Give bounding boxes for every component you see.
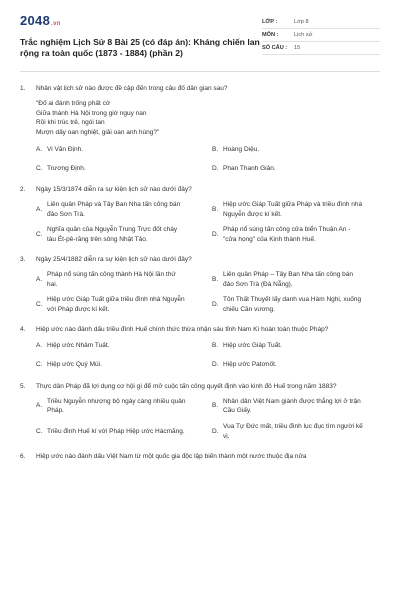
question-text: Ngày 15/3/1874 diễn ra sự kiện lịch sử nào dưới đây? <box>36 185 192 193</box>
answer-option[interactable] <box>36 397 204 417</box>
option-text: Hiệp ước Giáp Tuất giữa triều đình nhà Nguyễn với Pháp được kí kết. <box>47 296 185 314</box>
option-text: Phan Thanh Giản. <box>223 164 276 172</box>
meta-label: LỚP : <box>262 19 278 25</box>
option-letter: D. <box>212 231 219 239</box>
answer-option[interactable] <box>36 295 204 315</box>
answer-options <box>36 200 380 245</box>
meta-row-count <box>262 42 380 55</box>
option-text: Hiệp ước Giáp Tuất giữa Pháp và triều đình nhà Nguyễn được kí kết. <box>223 200 363 218</box>
option-text: Hiệp ước Patơnốt. <box>223 361 277 369</box>
logo-text: 2048 <box>20 13 51 28</box>
answer-option[interactable] <box>36 422 204 442</box>
question-stem <box>20 185 380 195</box>
meta-label: SỐ CÂU : <box>262 45 288 51</box>
answer-option[interactable] <box>212 295 380 315</box>
option-text: Liên quân Pháp và Tây Ban Nha tấn công bán đảo Sơn Trà. <box>47 200 181 218</box>
question-quote <box>36 99 380 138</box>
answer-option[interactable] <box>212 359 380 372</box>
answer-options <box>36 270 380 315</box>
option-letter: A. <box>36 342 43 350</box>
question-item <box>20 185 380 245</box>
option-letter: B. <box>212 275 219 283</box>
answer-option[interactable] <box>36 340 204 353</box>
option-text: Triều đình Huế kí với Pháp Hiệp ước Hácmăng. <box>47 428 185 436</box>
quote-line: Mượn dây oan nghiệt, giải oan anh hùng?" <box>36 129 160 137</box>
answer-option[interactable] <box>212 162 380 175</box>
meta-row-subject <box>262 29 380 42</box>
option-letter: A. <box>36 205 43 213</box>
option-text: Vua Tự Đức mất, triều đình lục đục tìm người kế vị. <box>223 423 363 440</box>
question-number: 4. <box>20 325 26 333</box>
option-text: Hoàng Diệu. <box>223 145 260 153</box>
option-letter: C. <box>36 301 43 309</box>
option-text: Trương Định. <box>47 164 86 172</box>
question-number: 5. <box>20 382 26 390</box>
question-item <box>20 382 380 442</box>
answer-option[interactable] <box>212 340 380 353</box>
question-stem <box>20 452 380 462</box>
option-text: Hiệp ước Quý Mùi. <box>47 361 102 369</box>
option-letter: D. <box>212 428 219 436</box>
option-text: Tôn Thất Thuyết lấy danh vua Hàm Nghi, xuống chiếu Cần vương. <box>223 296 362 314</box>
quote-line: Giữa thành Hà Nội trong giờ nguy nan <box>36 109 147 117</box>
meta-row-class <box>262 16 380 29</box>
option-letter: A. <box>36 145 43 153</box>
question-list <box>20 72 380 462</box>
option-text: Liên quân Pháp – Tây Ban Nha tấn công bán đảo Sơn Trà (Đà Nẵng). <box>223 270 353 288</box>
option-letter: A. <box>36 402 43 410</box>
question-item <box>20 84 380 175</box>
option-text: Vi Văn Định. <box>47 145 84 153</box>
question-stem <box>20 255 380 265</box>
meta-label: MÔN : <box>262 32 279 38</box>
answer-option[interactable] <box>36 143 204 156</box>
answer-option[interactable] <box>212 422 380 442</box>
quote-line: Rồi khi trúc trẻ, ngói tan <box>36 119 105 127</box>
question-stem <box>20 325 380 335</box>
meta-value: Lịch sử <box>294 32 313 38</box>
question-text: Nhân vật lịch sử nào được đề cập đến trong câu đố dân gian sau? <box>36 85 228 92</box>
option-letter: D. <box>212 361 219 369</box>
header-left <box>20 14 260 59</box>
option-letter: C. <box>36 361 43 369</box>
answer-option[interactable] <box>212 143 380 156</box>
question-number: 1. <box>20 85 26 92</box>
question-number: 2. <box>20 185 26 193</box>
meta-table <box>262 16 380 59</box>
option-letter: D. <box>212 301 219 309</box>
option-letter: C. <box>36 164 43 172</box>
question-stem <box>20 382 380 392</box>
question-stem <box>20 84 380 94</box>
answer-option[interactable] <box>36 200 204 220</box>
option-letter: B. <box>212 205 219 213</box>
answer-option[interactable] <box>212 200 380 220</box>
option-text: Pháp nổ súng tấn công thành Hà Nội lần thứ hai. <box>47 270 176 288</box>
option-text: Hiệp ước Nhâm Tuất. <box>47 342 110 350</box>
answer-option[interactable] <box>36 162 204 175</box>
option-letter: A. <box>36 275 43 283</box>
document-title: Trắc nghiệm Lịch Sử 8 Bài 25 (có đáp án): Kháng chiến lan rộng ra toàn quốc (1873 - 1884) (phần 2) <box>20 37 260 58</box>
option-letter: B. <box>212 402 219 410</box>
answer-options <box>36 143 380 175</box>
question-item <box>20 255 380 315</box>
question-text: Thực dân Pháp đã lợi dụng cơ hội gì để mở cuộc tấn công quyết định vào kinh đô Huế trong năm 1883? <box>36 382 337 390</box>
question-text: Hiệp ước nào đánh dấu Việt Nam từ một quốc gia độc lập biến thành một nước thuộc địa nửa <box>36 452 307 460</box>
question-item <box>20 325 380 372</box>
question-text: Ngày 25/4/1882 diễn ra sự kiện lịch sử nào dưới đây? <box>36 255 192 263</box>
logo-suffix: .vn <box>51 21 61 27</box>
option-letter: C. <box>36 428 43 436</box>
meta-value: Lớp 8 <box>294 19 309 25</box>
answer-option[interactable] <box>212 270 380 290</box>
meta-value: 15 <box>294 45 301 51</box>
answer-options <box>36 397 380 442</box>
answer-option[interactable] <box>36 359 204 372</box>
question-text: Hiệp ước nào đánh dấu triều đình Huế chính thức thừa nhận sáu tỉnh Nam Kì hoàn toàn thuộc Pháp? <box>36 325 329 333</box>
question-number: 3. <box>20 255 26 263</box>
option-letter: B. <box>212 342 219 350</box>
answer-option[interactable] <box>212 225 380 245</box>
option-letter: D. <box>212 164 219 172</box>
answer-option[interactable] <box>36 270 204 290</box>
site-logo[interactable] <box>20 14 260 31</box>
option-text: Nhân dân Việt Nam giành được thắng lợi ở trận Cầu Giấy. <box>223 397 361 415</box>
page-header <box>20 0 380 59</box>
option-text: Hiệp ước Giáp Tuất. <box>223 342 282 350</box>
question-number: 6. <box>20 452 26 460</box>
option-text: Triều Nguyễn nhượng bộ ngày càng nhiều quân Pháp. <box>47 397 186 415</box>
option-text: Pháp nổ súng tấn công cửa biển Thuận An - "cửa họng" của Kinh thành Huế. <box>223 226 351 244</box>
option-letter: B. <box>212 145 219 153</box>
answer-option[interactable] <box>212 397 380 417</box>
answer-options <box>36 340 380 372</box>
question-item <box>20 452 380 462</box>
option-letter: C. <box>36 231 43 239</box>
quote-line: "Đố ai đánh trống phất cờ <box>36 99 111 107</box>
answer-option[interactable] <box>36 225 204 245</box>
option-text: Nghĩa quân của Nguyễn Trung Trực đốt cháy tàu Ét-pê-răng trên sông Nhật Tảo. <box>47 226 178 244</box>
